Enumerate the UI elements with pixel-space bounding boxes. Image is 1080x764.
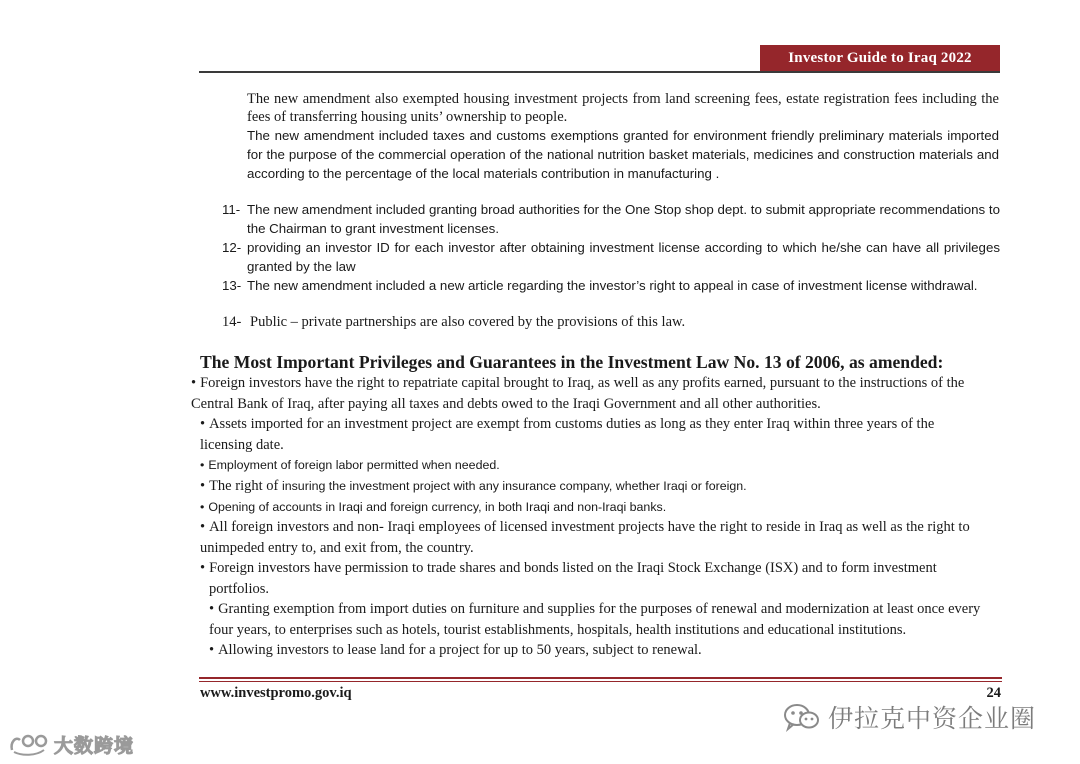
bullet-text: Foreign investors have permission to trade shares and bonds listed on the Iraqi Stock Exchange (ISX) and to form investment portfolios. [209, 560, 937, 597]
section-heading: The Most Important Privileges and Guarantees in the Investment Law No. 13 of 2006, as amended: [200, 352, 944, 372]
bullet-item [200, 414, 990, 455]
numbered-item [222, 313, 1000, 331]
item-number: 13- [222, 278, 242, 293]
item-number: 14- [222, 314, 242, 330]
item-number: 12- [222, 240, 242, 255]
bullet-item [209, 640, 999, 661]
bullet-dot: • [200, 458, 205, 472]
footer-rule-thin [199, 681, 1002, 682]
bullet-text: Granting exemption from import duties on furniture and supplies for the purposes of renewal and modernization at least once every four years, to enterprises such as hotels, tourist establishments, hospitals, health institutions and educational institutions. [209, 601, 981, 638]
watermark-left [8, 730, 134, 758]
bullet-item [200, 455, 990, 476]
bullet-dot: • [200, 500, 205, 514]
bullet-dot: • [200, 519, 206, 535]
bullet-item [191, 373, 1003, 414]
bullet-text-part-a: The right of [209, 478, 282, 494]
page-number: 24 [986, 685, 1001, 701]
bullet-text-part-b: insuring the investment project with any insurance company, whether Iraqi or foreign. [281, 479, 747, 493]
bullet-text: All foreign investors and non- Iraqi employees of licensed investment projects have the right to reside in Iraq as well as the right to unimpeded entry to, and exit from, the country. [200, 519, 970, 556]
bullet-item [200, 558, 999, 599]
header-title-box [760, 45, 1000, 72]
bullet-dot: • [209, 601, 215, 617]
bullet-dot: • [200, 560, 206, 576]
brand-logo-icon [8, 732, 50, 756]
bullet-dot: • [200, 416, 206, 432]
wechat-icon [782, 702, 822, 732]
bullet-text: Opening of accounts in Iraqi and foreign currency, in both Iraqi and non-Iraqi banks. [208, 500, 667, 514]
bullet-dot: • [200, 478, 206, 494]
footer-rule [199, 677, 1002, 679]
numbered-item [222, 276, 1000, 295]
footer-website: www.investpromo.gov.iq [200, 685, 352, 701]
bullet-item [209, 599, 999, 640]
bullet-dot: • [191, 375, 197, 391]
watermark-right-text: 伊拉克中资企业圈 [828, 704, 1037, 733]
bullet-dot: • [209, 642, 215, 658]
item-text: The new amendment included a new article regarding the investor’s right to appeal in case of investment license withdrawal. [247, 278, 978, 293]
item-text: Public – private partnerships are also covered by the provisions of this law. [250, 314, 686, 330]
item-text: providing an investor ID for each investor after obtaining investment license according to which he/she can have all privileges granted by the law [247, 240, 1000, 274]
intro-paragraph-2: The new amendment included taxes and customs exemptions granted for environment friendly preliminary materials imported for the purpose of the commercial operation of the national nutrition basket materials, medicines and construction materials and according to the percentage of the local materials contribution in manufacturing . [247, 128, 999, 181]
bullet-text: Employment of foreign labor permitted when needed. [208, 458, 500, 472]
watermark-right [782, 700, 1036, 734]
numbered-item [222, 200, 1000, 238]
intro-paragraph-1: The new amendment also exempted housing investment projects from land screening fees, estate registration fees including the fees of transferring housing units’ ownership to people. [247, 91, 999, 125]
bullet-item [200, 497, 990, 518]
item-number: 11- [222, 202, 241, 217]
bullet-text: Foreign investors have the right to repatriate capital brought to Iraq, as well as any profits earned, pursuant to the instructions of the Central Bank of Iraq, after paying all taxes and debts owed to the Iraqi Government and all other authorities. [191, 375, 965, 412]
bullet-item [200, 517, 975, 558]
header-rule [199, 71, 1000, 73]
bullet-text: Allowing investors to lease land for a project for up to 50 years, subject to renewal. [218, 642, 702, 658]
bullet-item [200, 476, 990, 497]
header-title: Investor Guide to Iraq 2022 [788, 50, 972, 66]
numbered-item [222, 238, 1000, 276]
watermark-left-text: 大数跨境 [54, 734, 135, 757]
bullet-text: Assets imported for an investment project are exempt from customs duties as long as they enter Iraq within three years of the licensing date. [200, 416, 935, 453]
item-text: The new amendment included granting broad authorities for the One Stop shop dept. to submit appropriate recommendations to the Chairman to grant investment licenses. [247, 202, 1000, 236]
